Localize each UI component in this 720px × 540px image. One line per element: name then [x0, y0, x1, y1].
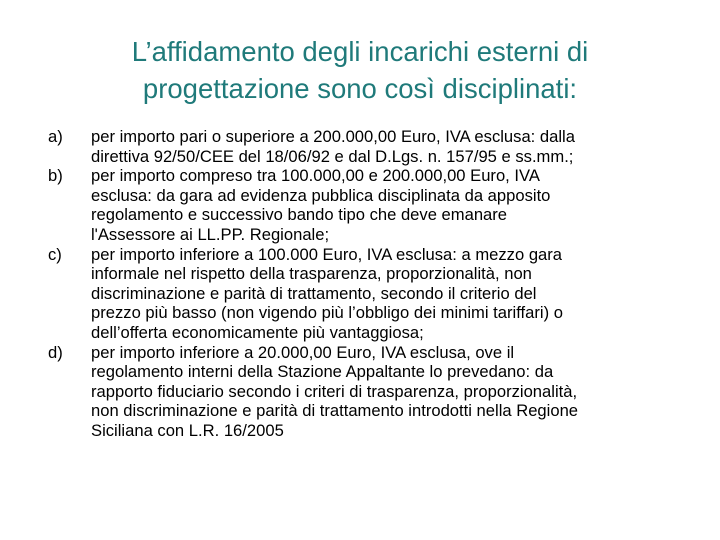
- title-line: progettazione sono così disciplinati:: [142, 73, 578, 104]
- list-item-d: [48, 343, 688, 441]
- title-line: L’affidamento degli incarichi esterni di: [131, 36, 589, 67]
- item-text-line: l'Assessore ai LL.PP. Regionale;: [91, 224, 330, 244]
- item-text-line: regolamento interni della Stazione Appaltante lo prevedano: da: [91, 362, 554, 382]
- list-marker: a): [48, 127, 63, 146]
- item-text-line: non discriminazione e parità di trattamento introdotti nella Regione: [91, 401, 579, 421]
- item-text-line: per importo inferiore a 100.000 Euro, IVA esclusa: a mezzo gara: [91, 244, 563, 264]
- list-marker: d): [48, 342, 63, 362]
- item-text-line: discriminazione e parità di trattamento, secondo il criterio del: [91, 283, 537, 303]
- list-marker: c): [48, 244, 62, 264]
- list-marker: b): [48, 166, 63, 186]
- item-text-line: direttiva 92/50/CEE del 18/06/92 e dal D.Lgs. n. 157/95 e ss.mm.;: [91, 146, 574, 166]
- list-item-c: [48, 245, 688, 343]
- item-text-line: per importo pari o superiore a 200.000,00 Euro, IVA esclusa: dalla: [91, 127, 575, 146]
- item-text-line: esclusa: da gara ad evidenza pubblica disciplinata da apposito: [91, 185, 551, 205]
- item-text-line: rapporto fiduciario secondo i criteri di trasparenza, proporzionalità,: [91, 381, 578, 401]
- item-text-line: dell’offerta economicamente più vantaggiosa;: [91, 322, 424, 342]
- list-item-a: [48, 127, 688, 166]
- item-text-line: per importo compreso tra 100.000,00 e 200.000,00 Euro, IVA: [91, 166, 540, 186]
- procedure-list: [48, 127, 688, 441]
- item-text-line: per importo inferiore a 20.000,00 Euro, IVA esclusa, ove il: [91, 342, 515, 362]
- item-text-line: regolamento e successivo bando tipo che deve emanare: [91, 205, 508, 225]
- slide-title: [40, 33, 680, 107]
- list-item-b: [48, 166, 688, 244]
- item-text-line: Siciliana con L.R. 16/2005: [91, 420, 284, 440]
- item-text-line: informale nel rispetto della trasparenza, proporzionalità, non: [91, 264, 532, 284]
- item-text-line: prezzo più basso (non vigendo più l’obbligo dei minimi tariffari) o: [91, 303, 563, 323]
